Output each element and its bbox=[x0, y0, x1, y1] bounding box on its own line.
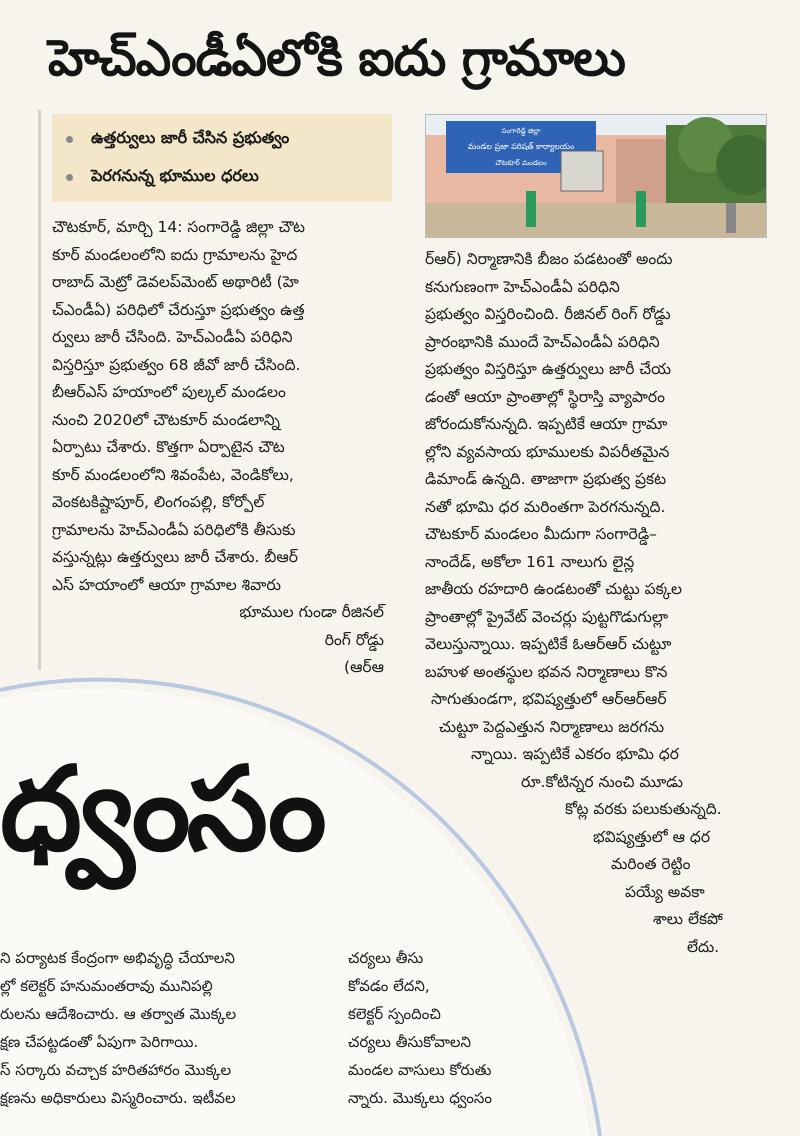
text-line: కోవడం లేదని, bbox=[348, 977, 430, 995]
text-line: కోట్ల వరకు పలుకుతున్నది. bbox=[565, 800, 722, 818]
text-line: కూర్ మండలంలోని శివంపేట, వెండికోలు, bbox=[52, 465, 294, 484]
text-line: నుంచి 2020లో చౌటకూర్ మండలాన్ని bbox=[52, 410, 280, 429]
text-line: న్నారు. మొక్కలు ధ్వంసం bbox=[348, 1089, 492, 1107]
text-line: సాగుతుండగా, భవిష్యత్తులో ఆర్ఆర్ఆర్ bbox=[431, 690, 667, 708]
section-big-word: ధ్వంసం bbox=[0, 742, 323, 877]
text-line: ప్రభుత్వం విస్తరించింది. రీజినల్ రింగ్ రోడ్డు bbox=[425, 305, 671, 323]
text-line: చర్యలు తీసుకోవాలని bbox=[348, 1033, 472, 1051]
text-line: నాందేడ్, అకోలా 161 నాలుగు లైన్ల bbox=[425, 552, 635, 571]
highlight-text: పెరగనున్న భూముల ధరలు bbox=[91, 165, 259, 185]
text-line: జోరందుకోనున్నది. ఇప్పటికే ఆయా గ్రామా bbox=[425, 415, 668, 433]
text-line: బహుళ అంతస్థుల భవన నిర్మాణాలు కొన bbox=[425, 662, 668, 681]
text-line: విస్తరిస్తూ ప్రభుత్వం 68 జీవో జారీ చేసింది. bbox=[52, 355, 301, 374]
text-line: ఎస్ హయాంలో ఆయా గ్రామాల శివారు bbox=[52, 575, 281, 594]
text-line: న్నాయి. ఇప్పటికే ఎకరం భూమి ధర bbox=[471, 745, 679, 763]
text-line: ర్ఆర్) నిర్మాణానికి బీజం పడటంతో అందు bbox=[425, 250, 673, 268]
text-line: భవిష్యత్తులో ఆ ధర bbox=[593, 827, 711, 846]
text-line: రాబాద్ మెట్రో డెవలప్‌మెంట్ అథారిటీ (హె bbox=[52, 273, 299, 291]
text-line: భూముల గుండా రీజినల్ bbox=[239, 603, 384, 621]
column-divider bbox=[38, 110, 41, 670]
text-line: ప్రభుత్వం విస్తరిస్తూ ఉత్తర్వులు జారీ చేయ bbox=[425, 360, 672, 378]
text-line: ప్రారంభానికి ముందే హెచ్‌ఎండీఏ పరిధిని bbox=[425, 332, 660, 351]
text-line: కూర్ మండలంలోని ఐదు గ్రామాలను హైద bbox=[52, 245, 298, 264]
photo-illustration bbox=[426, 115, 766, 237]
bullet-icon bbox=[66, 174, 73, 181]
text-line: కనుగుణంగా హెచ్‌ఎండీఏ పరిధిని bbox=[425, 277, 620, 296]
text-line: లేదు. bbox=[687, 937, 720, 956]
text-line: ల్లో కలెక్టర్ హనుమంతరావు మునిపల్లి bbox=[0, 977, 213, 995]
text-line: బీఆర్ఎస్ హయాంలో పుల్కల్ మండలం bbox=[52, 383, 286, 401]
highlight-text: ఉత్తర్వులు జారీ చేసిన ప్రభుత్వం bbox=[91, 127, 290, 147]
sign-text-line3: చౌటకూర్ మండలం bbox=[495, 159, 547, 167]
text-line: రులను ఆదేశించారు. ఆ తర్వాత మొక్కల bbox=[0, 1005, 237, 1023]
highlight-item bbox=[52, 158, 392, 196]
text-line: డంతో ఆయా ప్రాంతాల్లో స్థిరాస్తి వ్యాపారం bbox=[425, 387, 665, 406]
article-column-4 bbox=[348, 944, 608, 1112]
article-column-3 bbox=[0, 944, 335, 1112]
text-line: వస్తున్నట్లు ఉత్తర్వులు జారీ చేశారు. బీఆర్ bbox=[52, 548, 298, 566]
text-line: చౌటకూర్, మార్చి 14: సంగారెడ్డి జిల్లా చౌట bbox=[52, 218, 305, 236]
text-line: జాతీయ రహదారి ఉండటంతో చుట్టు పక్కల bbox=[425, 580, 682, 598]
text-line: కలెక్టర్ స్పందించి bbox=[348, 1005, 441, 1023]
text-line: (ఆర్ఆ bbox=[344, 658, 384, 676]
mandal-office-photo bbox=[425, 114, 767, 238]
highlight-item bbox=[52, 120, 392, 158]
text-line: చుట్టూ పెద్దఎత్తున నిర్మాణాలు జరగను bbox=[439, 717, 665, 736]
highlights-box bbox=[52, 114, 392, 202]
sign-text-line1: సంగారెడ్డి జిల్లా bbox=[501, 127, 541, 135]
text-line: ని పర్యాటక కేంద్రంగా అభివృద్ధి చేయాలని bbox=[0, 949, 235, 967]
sign-text-line2: మండల ప్రజా పరిషత్ కార్యాలయం bbox=[467, 142, 575, 151]
text-line: నతో భూమి ధర మరింతగా పెరగనున్నది. bbox=[425, 497, 666, 516]
text-line: ప్రాంతాల్లో ప్రైవేట్ వెంచర్లు పుట్టగొడుగుల్లా bbox=[425, 607, 669, 626]
article-headline: హెచ్‌ఎండీఏలోకి ఐదు గ్రామాలు bbox=[48, 29, 625, 87]
text-line: మండల వాసులు కోరుతు bbox=[348, 1061, 492, 1079]
text-line: గ్రామాలను హెచ్‌ఎండీఏ పరిధిలోకి తీసుకు bbox=[52, 520, 296, 539]
text-line: రింగ్ రోడ్డు bbox=[324, 630, 384, 649]
text-line: శాలు లేకపో bbox=[653, 910, 723, 928]
text-line: చౌటకూర్ మండలం మీదుగా సంగారెడ్డి– bbox=[425, 525, 657, 543]
text-line: రూ.కోటిన్నర నుంచి మూడు bbox=[521, 772, 684, 791]
text-line: వెలుస్తున్నాయి. ఇప్పటికే ఓఆర్ఆర్ చుట్టూ bbox=[425, 635, 672, 653]
text-line: ర్వులు జారీ చేసింది. హెచ్‌ఎండీఏ పరిధిని bbox=[52, 328, 293, 346]
text-line: డిమాండ్ ఉన్నది. తాజాగా ప్రభుత్వ ప్రకట bbox=[425, 470, 667, 488]
text-line: మరింత రెట్టిం bbox=[611, 855, 691, 873]
bullet-icon bbox=[66, 136, 73, 143]
text-line: ఏర్పాటు చేశారు. కొత్తగా ఏర్పాటైన చౌట bbox=[52, 438, 285, 456]
text-line: చ్‌ఎండీఏ) పరిధిలో చేరుస్తూ ప్రభుత్వం ఉత్త bbox=[52, 300, 305, 319]
text-line: క్షణను అధికారులు విస్మరించారు. ఇటీవల bbox=[0, 1089, 236, 1107]
text-line: స్ సర్కారు వచ్చాక హరితహారం మొక్కల bbox=[0, 1061, 232, 1079]
text-line: చర్యలు తీసు bbox=[348, 949, 424, 967]
text-line: వెంకటకిష్టాపూర్, లింగంపల్లి, కోర్పోల్ bbox=[52, 493, 265, 511]
text-line: క్షణ చేపట్టడంతో ఏపుగా పెరిగాయి. bbox=[0, 1033, 199, 1051]
text-line: ల్లోని వ్యవసాయ భూములకు విపరీతమైన bbox=[425, 442, 670, 461]
text-line: పయ్యే అవకా bbox=[625, 882, 705, 901]
